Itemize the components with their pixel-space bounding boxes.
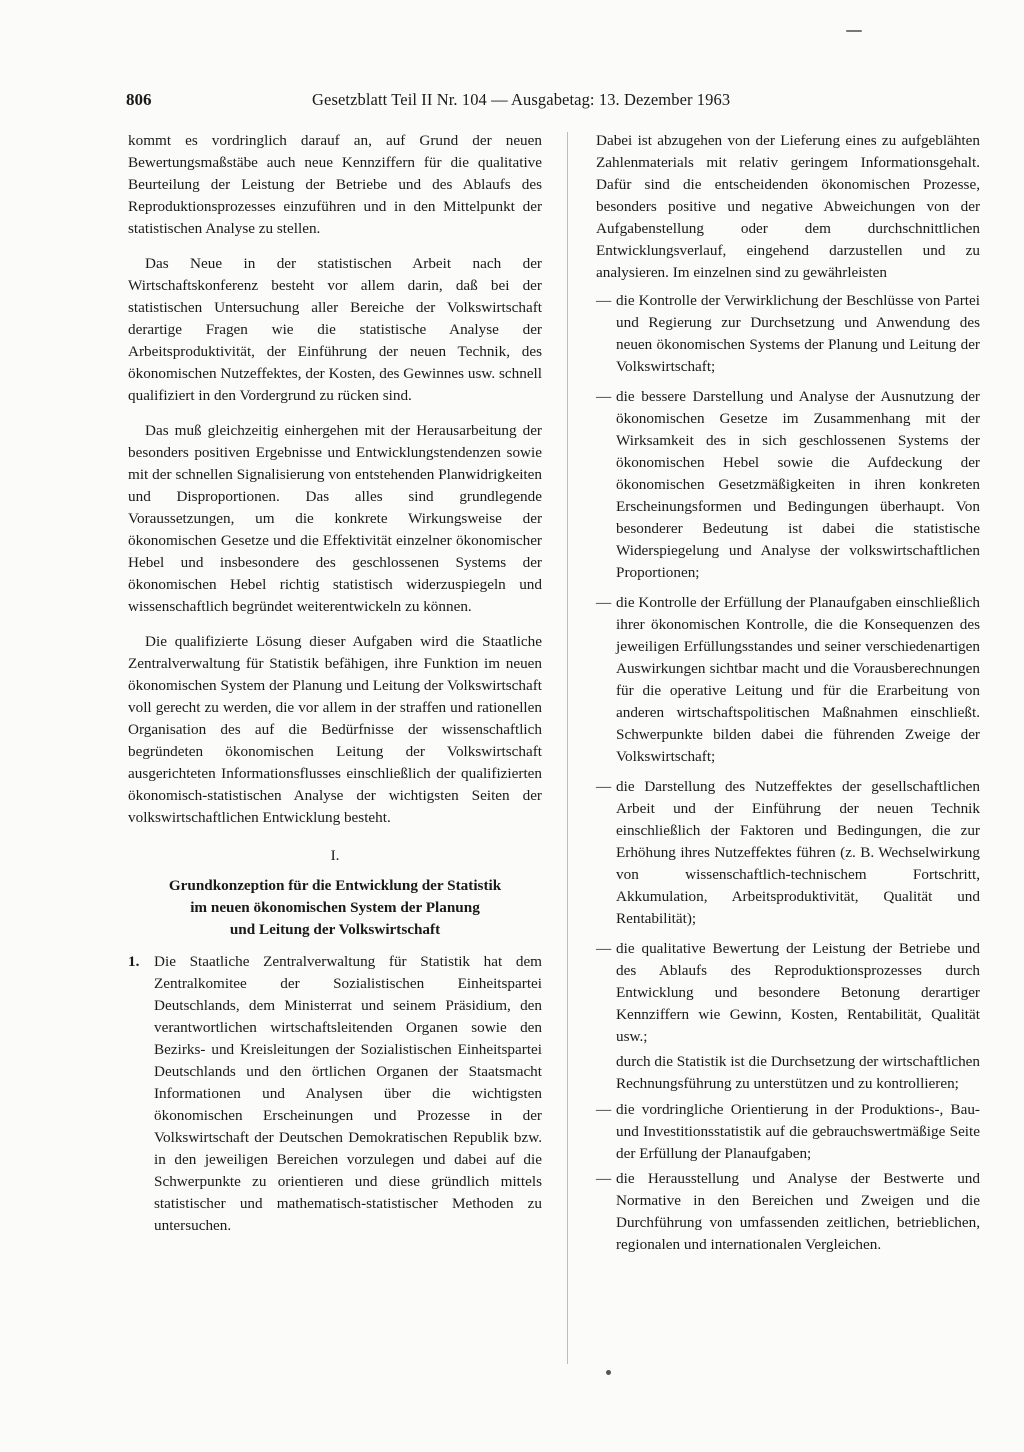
numbered-item [128,951,542,1237]
ink-speck [606,1370,611,1375]
header-title: Gesetzblatt Teil II Nr. 104 — Ausgabetag: 13. Dezember 1963 [312,90,731,109]
list-item-continuation: durch die Statistik ist die Durchsetzung der wirtschaftlichen Rechnungsführung zu unterstützen und zu kontrollieren; [616,1053,980,1092]
dash-marker: — [596,292,612,309]
dash-marker: — [596,940,612,957]
page-number: 806 [126,90,152,109]
section-title-line: im neuen ökonomischen System der Planung [190,899,480,916]
list-item-text: die vordringliche Orientierung in der Produktions-, Bau- und Investitionsstatistik auf die gebrauchswertmäßige Seite der Erfüllung der Planaufgaben; [616,1101,980,1162]
dash-marker: — [596,778,612,795]
paragraph: Das Neue in der statistischen Arbeit nach der Wirtschaftskonferenz besteht vor allem darin, daß bei der statistischen Untersuchung aller Bereiche der Volkswirtschaft derartige Fragen wie die statistische Analyse der Arbeitsproduktivität, der Einführung der neuen Technik, des ökonomischen Nutzeffektes, der Kosten, des Gewinnes usw. schnell qualifiziert in den Vordergrund zu rücken sind. [128,255,542,404]
list-item-text: die bessere Darstellung und Analyse der Ausnutzung der ökonomischen Gesetze im Zusammenhang mit der Wirksamkeit des in sich geschlossenen Systems der ökonomischen Hebel sowie die Aufdeckung der ökonomischen Gesetzmäßigkeiten in ihren konkreten Erscheinungsformen und Bedingungen überhaupt. Von besonderer Bedeutung ist dabei die statistische Widerspiegelung und Analyse der volkswirtschaftlichen Proportionen; [616,388,980,581]
left-column [128,130,542,1237]
section-title [128,875,542,941]
section-title-line: Grundkonzeption für die Entwicklung der Statistik [168,877,502,894]
item-number: 1. [128,953,140,970]
list-item [596,290,980,378]
dash-marker: — [596,1101,612,1118]
section-number: I. [330,847,340,864]
list-item-text: die Darstellung des Nutzeffektes der gesellschaftlichen Arbeit und der Einführung der neuen Technik einschließlich der Faktoren und Bedingungen, die zur Erhöhung ihres Nutzeffektes führen (z. B. Wechselwirkung von wissenschaftlich-technischem Fortschritt, Akkumulation, Arbeitsproduktivität, Qualität und Rentabilität); [616,778,980,927]
paragraph: kommt es vordringlich darauf an, auf Grund der neuen Bewertungsmaßstäbe auch neue Kennziffern für die qualitative Beurteilung der Leistung der Betriebe und des Ablaufs des Reproduktionsprozesses einzuführen und in den Mittelpunkt der statistischen Analyse zu stellen. [128,132,542,237]
list-item-text: die Herausstellung und Analyse der Bestwerte und Normative in den Bereichen und Zweigen und die Durchführung von umfassenden zeitlichen, betrieblichen, regionalen und internationalen Vergleichen. [616,1170,980,1253]
ink-speck [846,30,862,32]
list-item-text: die Kontrolle der Erfüllung der Planaufgaben einschließlich ihrer ökonomischen Kontrolle, die die Konsequenzen des jeweiligen Erfüllungsstandes und seiner verschiedenartigen Auswirkungen sichtbar macht und die Vorausberechnungen für die operative Leitung und für die Erarbeitung von anderen wirtschaftspolitischen Maßnahmen einschließt. Schwerpunkte bilden dabei die führenden Zweige der Volkswirtschaft; [616,594,980,765]
right-column [596,130,980,1259]
list-item [596,592,980,768]
item-text: Die Staatliche Zentralverwaltung für Statistik hat dem Zentralkomitee der Sozialistischen Einheitspartei Deutschlands, dem Ministerrat und seinem Präsidium, den verantwortlichen wirtschaftsleitenden Organen sowie den Bezirks- und Kreisleitungen der Sozialistischen Einheitspartei Deutschlands und den örtlichen Organen der Staatsmacht Informationen und Analysen über die wichtigsten ökonomischen Erscheinungen und Prozesse in der Volkswirtschaft der Deutschen Demokratischen Republik bzw. in den jeweiligen Bereichen vorzulegen und dabei auf die Schwerpunkte zu orientieren und diese gründlich mittels statistischer und mathematisch-statistischer Methoden zu untersuchen. [154,953,542,1234]
paragraph: Das muß gleichzeitig einhergehen mit der Herausarbeitung der besonders positiven Ergebnisse und Entwicklungstendenzen sowie mit der schnellen Signalisierung von entstehenden Planwidrigkeiten und Disproportionen. Das alles sind grundlegende Voraussetzungen, um die konkrete Wirkungsweise der ökonomischen Gesetze und die Effektivität einzelner ökonomischer Hebel und insbesondere des geschlossenen Systems der ökonomischen Hebel richtig statistisch widerzuspiegeln und wissenschaftlich begründet weiterentwickeln zu können. [128,422,542,615]
page-header [126,90,986,114]
list-item [596,1168,980,1256]
dash-marker: — [596,1170,612,1187]
list-item [596,1099,980,1165]
list-item-text: die qualitative Bewertung der Leistung der Betriebe und des Ablaufs des Reproduktionsprozesses durch Entwicklung und besondere Betonung derartiger Kennziffern wie Gewinn, Kosten, Rentabilität, Qualität usw.; [616,940,980,1045]
list-item [596,938,980,1048]
column-divider [567,132,568,1364]
paragraph: Dabei ist abzugehen von der Lieferung eines zu aufgeblähten Zahlenmaterials mit relativ geringem Informationsgehalt. Dafür sind die entscheidenden ökonomischen Prozesse, besonders positive und negative Abweichungen von der Aufgabenstellung oder dem durchschnittlichen Entwicklungsverlauf, eingehend darzustellen und zu analysieren. Im einzelnen sind zu gewährleisten [596,132,980,281]
paragraph: Die qualifizierte Lösung dieser Aufgaben wird die Staatliche Zentralverwaltung für Statistik befähigen, ihre Funktion im neuen ökonomischen System der Planung und Leitung der Volkswirtschaft voll gerecht zu werden, die vor allem in der straffen und rationellen Organisation des auf die Bedürfnisse der wissenschaftlich begründeten ökonomischen Leitung der Volkswirtschaft ausgerichteten Informationsflusses einschließlich der qualifizierten ökonomisch-statistischen Analyse der wichtigsten Seiten der volkswirtschaftlichen Entwicklung besteht. [128,633,542,826]
dash-marker: — [596,594,612,611]
list-item [596,776,980,930]
list-item-text: die Kontrolle der Verwirklichung der Beschlüsse von Partei und Regierung zur Durchsetzung und Anwendung des neuen ökonomischen Systems der Planung und Leitung der Volkswirtschaft; [616,292,980,375]
section-title-line: und Leitung der Volkswirtschaft [229,921,441,938]
dash-marker: — [596,388,612,405]
list-item [596,386,980,584]
